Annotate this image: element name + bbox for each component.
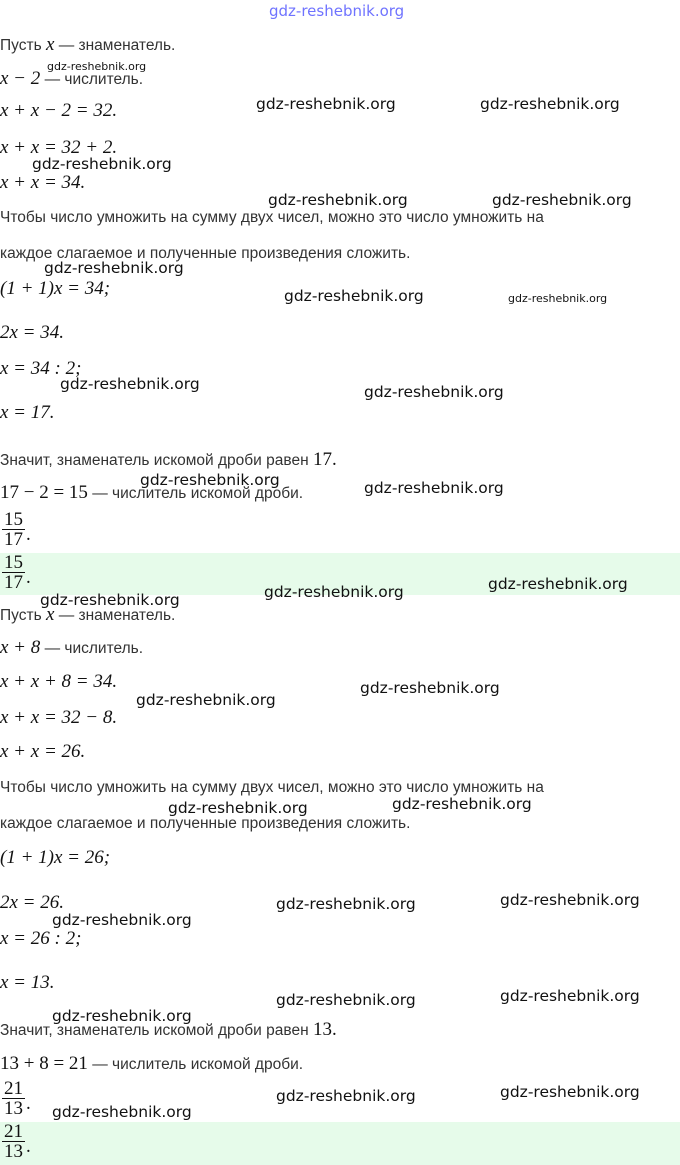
watermark: gdz-reshebnik.org (52, 911, 192, 929)
watermark: gdz-reshebnik.org (60, 375, 200, 393)
p1-equation-2: x + x = 32 + 2. (0, 137, 118, 158)
p2-equation-1: x + x + 8 = 34. (0, 671, 118, 692)
watermark: gdz-reshebnik.org (500, 1083, 640, 1101)
p1-conclusion: Значит, знаменатель искомой дроби равен 17. (0, 449, 337, 470)
p1-answer-end: . (26, 567, 31, 588)
watermark: gdz-reshebnik.org (140, 471, 280, 489)
watermark: gdz-reshebnik.org (500, 891, 640, 909)
p1-answer-fraction: $\frac{15}{17}$ (4, 553, 23, 593)
header-watermark[interactable]: gdz-reshebnik.org (269, 2, 405, 20)
p2-fraction: $\frac{21}{13}$ (4, 1078, 23, 1119)
p2-equation-5: 2x = 26. (0, 892, 65, 913)
p1-answer-band (0, 553, 680, 595)
p1-equation-5: 2x = 34. (0, 322, 65, 343)
watermark: gdz-reshebnik.org (44, 259, 184, 277)
watermark: gdz-reshebnik.org (364, 479, 504, 497)
watermark: gdz-reshebnik.org (364, 383, 504, 401)
watermark: gdz-reshebnik.org (256, 95, 396, 113)
watermark: gdz-reshebnik.org (52, 1103, 192, 1121)
watermark: gdz-reshebnik.org (47, 60, 147, 73)
watermark: gdz-reshebnik.org (276, 991, 416, 1009)
p2-rule-line-2: каждое слагаемое и полученные произведения сложить. (0, 815, 411, 832)
p1-equation-7: x = 17. (0, 402, 55, 423)
p2-answer-band (0, 1122, 680, 1165)
p2-answer-fraction: $\frac{21}{13}$ (4, 1122, 23, 1162)
watermark: gdz-reshebnik.org (508, 292, 608, 305)
watermark: gdz-reshebnik.org (32, 155, 172, 173)
p2-equation-3: x + x = 26. (0, 741, 86, 762)
p2-numerator-calc: 13 + 8 = 21 — числитель искомой дроби. (0, 1053, 304, 1074)
p1-rule-line-1: Чтобы число умножить на сумму двух чисел, можно это число умножить на (0, 209, 544, 226)
p2-equation-6: x = 26 : 2; (0, 928, 82, 949)
p1-numerator-calc: 17 − 2 = 15 — числитель искомой дроби. (0, 482, 304, 503)
watermark: gdz-reshebnik.org (52, 1007, 192, 1025)
watermark: gdz-reshebnik.org (492, 191, 632, 209)
watermark: gdz-reshebnik.org (392, 795, 532, 813)
p2-conclusion: Значит, знаменатель искомой дроби равен 13. (0, 1019, 337, 1040)
watermark: gdz-reshebnik.org (168, 799, 308, 817)
p2-intro: Пусть x — знаменатель. (0, 604, 176, 625)
p1-equation-1: x + x − 2 = 32. (0, 100, 118, 121)
p1-equation-4: (1 + 1)x = 34; (0, 278, 111, 299)
p1-equation-3: x + x = 34. (0, 172, 86, 193)
p1-rule-line-2: каждое слагаемое и полученные произведения сложить. (0, 245, 411, 262)
p2-equation-4: (1 + 1)x = 26; (0, 847, 111, 868)
watermark: gdz-reshebnik.org (480, 95, 620, 113)
p2-fraction-end: . (26, 1093, 31, 1114)
p2-numerator-def: x + 8 — числитель. (0, 637, 144, 658)
watermark: gdz-reshebnik.org (500, 987, 640, 1005)
watermark: gdz-reshebnik.org (284, 287, 424, 305)
watermark: gdz-reshebnik.org (40, 591, 180, 609)
watermark: gdz-reshebnik.org (268, 191, 408, 209)
p2-answer-end: . (26, 1136, 31, 1157)
watermark: gdz-reshebnik.org (488, 575, 628, 593)
watermark: gdz-reshebnik.org (136, 691, 276, 709)
p2-rule-line-1: Чтобы число умножить на сумму двух чисел, можно это число умножить на (0, 779, 544, 796)
p1-intro: Пусть x — знаменатель. (0, 34, 176, 55)
p1-fraction-end: . (26, 524, 31, 545)
watermark: gdz-reshebnik.org (276, 1087, 416, 1105)
p1-numerator-def: x − 2 — числитель. (0, 68, 144, 89)
p2-equation-2: x + x = 32 − 8. (0, 707, 118, 728)
p1-fraction: $\frac{15}{17}$ (4, 509, 23, 550)
watermark: gdz-reshebnik.org (264, 583, 404, 601)
p1-equation-6: x = 34 : 2; (0, 358, 82, 379)
watermark: gdz-reshebnik.org (276, 895, 416, 913)
p2-equation-7: x = 13. (0, 972, 55, 993)
watermark: gdz-reshebnik.org (360, 679, 500, 697)
